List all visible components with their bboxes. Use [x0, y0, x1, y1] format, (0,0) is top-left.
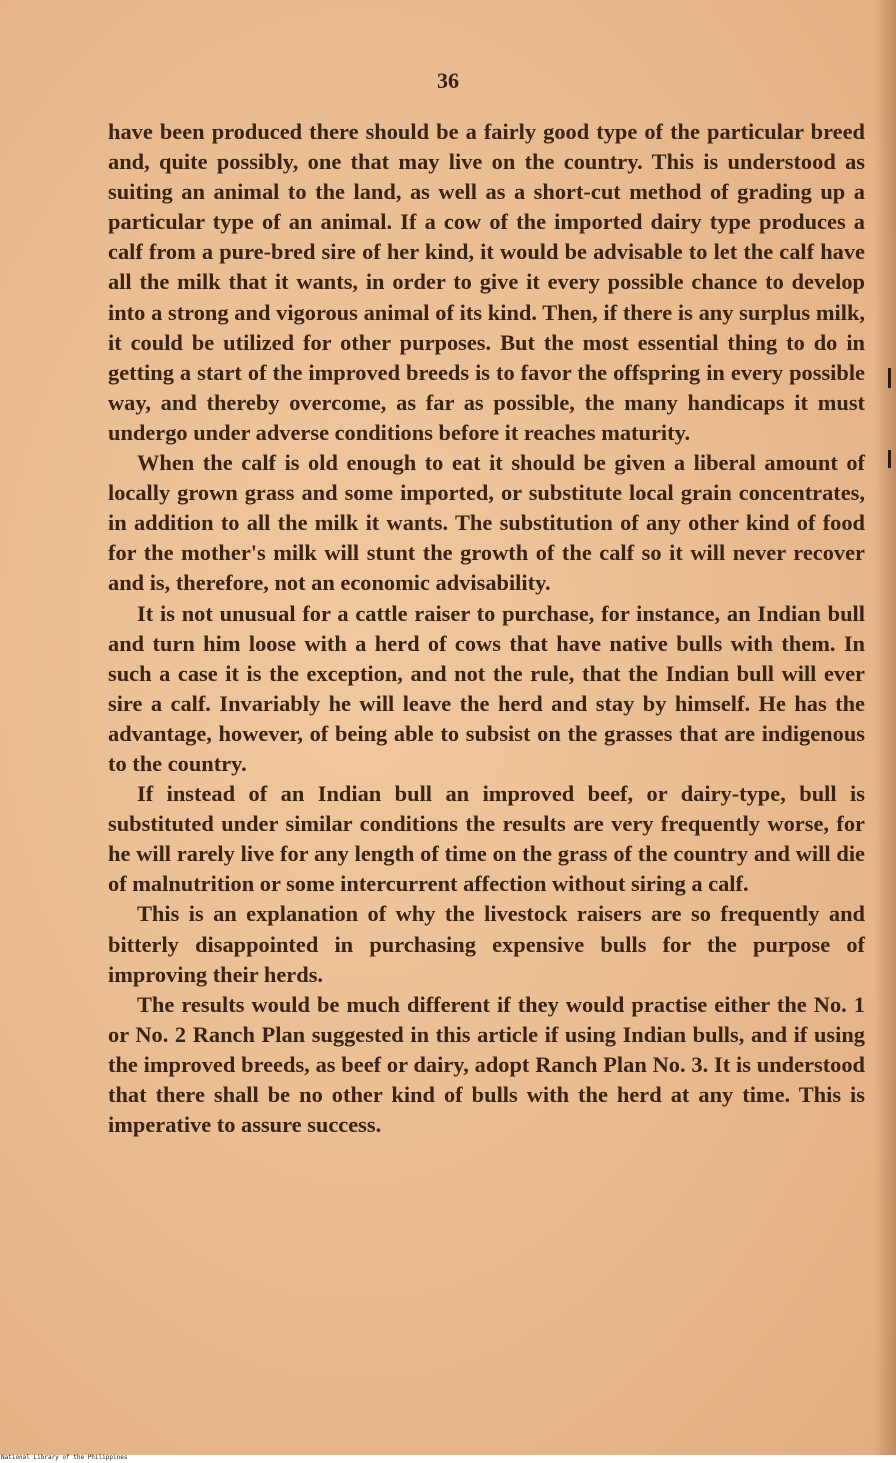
edge-mark: [888, 368, 891, 388]
paragraph-continuation: have been produced there should be a fairly good type of the particular breed and, quite possibly, one that may live on the country. This is understood as suiting an animal to the land, as well as a short-cut method of grading up a particular type of an animal. If a cow of the imported dairy type produces a calf from a pure-bred sire of her kind, it would be advisable to let the calf have all the milk that it wants, in order to give it every possible chance to develop into a strong and vigorous animal of its kind. Then, if there is any surplus milk, it could be utilized for other purposes. But the most essential thing to do in getting a start of the improved breeds is to favor the offspring in every possible way, and thereby overcome, as far as possible, the many handicaps it must undergo under adverse conditions before it reaches maturity.: [108, 119, 865, 445]
page-number: 36: [437, 68, 459, 93]
paragraph-explanation: This is an explanation of why the livestock raisers are so frequently and bitterly disappointed in purchasing expensive bulls for the purpose of improving their herds.: [108, 901, 865, 987]
footer-bar: [0, 1455, 896, 1463]
paragraph-indian-bull: It is not unusual for a cattle raiser to purchase, for instance, an Indian bull and turn him loose with a herd of cows that have native bulls with them. In such a case it is the exception, and not the rule, that the Indian bull will ever sire a calf. Invariably he will leave the herd and stay by himself. He has the advantage, however, of being able to subsist on the grasses that are indigenous to the country.: [108, 600, 865, 776]
body-text: [108, 117, 865, 1140]
paragraph-ranch-plan: The results would be much different if they would practise either the No. 1 or No. 2 Ranch Plan suggested in this article if using Indian bulls, and if using the improved breeds, as beef or dairy, adopt Ranch Plan No. 3. It is understood that there shall be no other kind of bulls with the herd at any time. This is imperative to assure success.: [108, 991, 865, 1138]
page-edge-shadow: [874, 0, 896, 1455]
library-credit: National Library of the Philippines: [1, 1454, 128, 1461]
paragraph-calf-feeding: When the calf is old enough to eat it should be given a liberal amount of locally grown grass and some imported, or substitute local grain concentrates, in addition to all the milk it wants. The substitution of any other kind of food for the mother's milk will stunt the growth of the calf so it will never recover and is, therefore, not an economic advisability.: [108, 450, 865, 596]
paragraph-improved-bull: If instead of an Indian bull an improved beef, or dairy-type, bull is substituted under similar conditions the results are very frequently worse, for he will rarely live for any length of time on the grass of the country and will die of malnutrition or some intercurrent affection without siring a calf.: [108, 781, 865, 897]
edge-mark: [888, 450, 891, 468]
